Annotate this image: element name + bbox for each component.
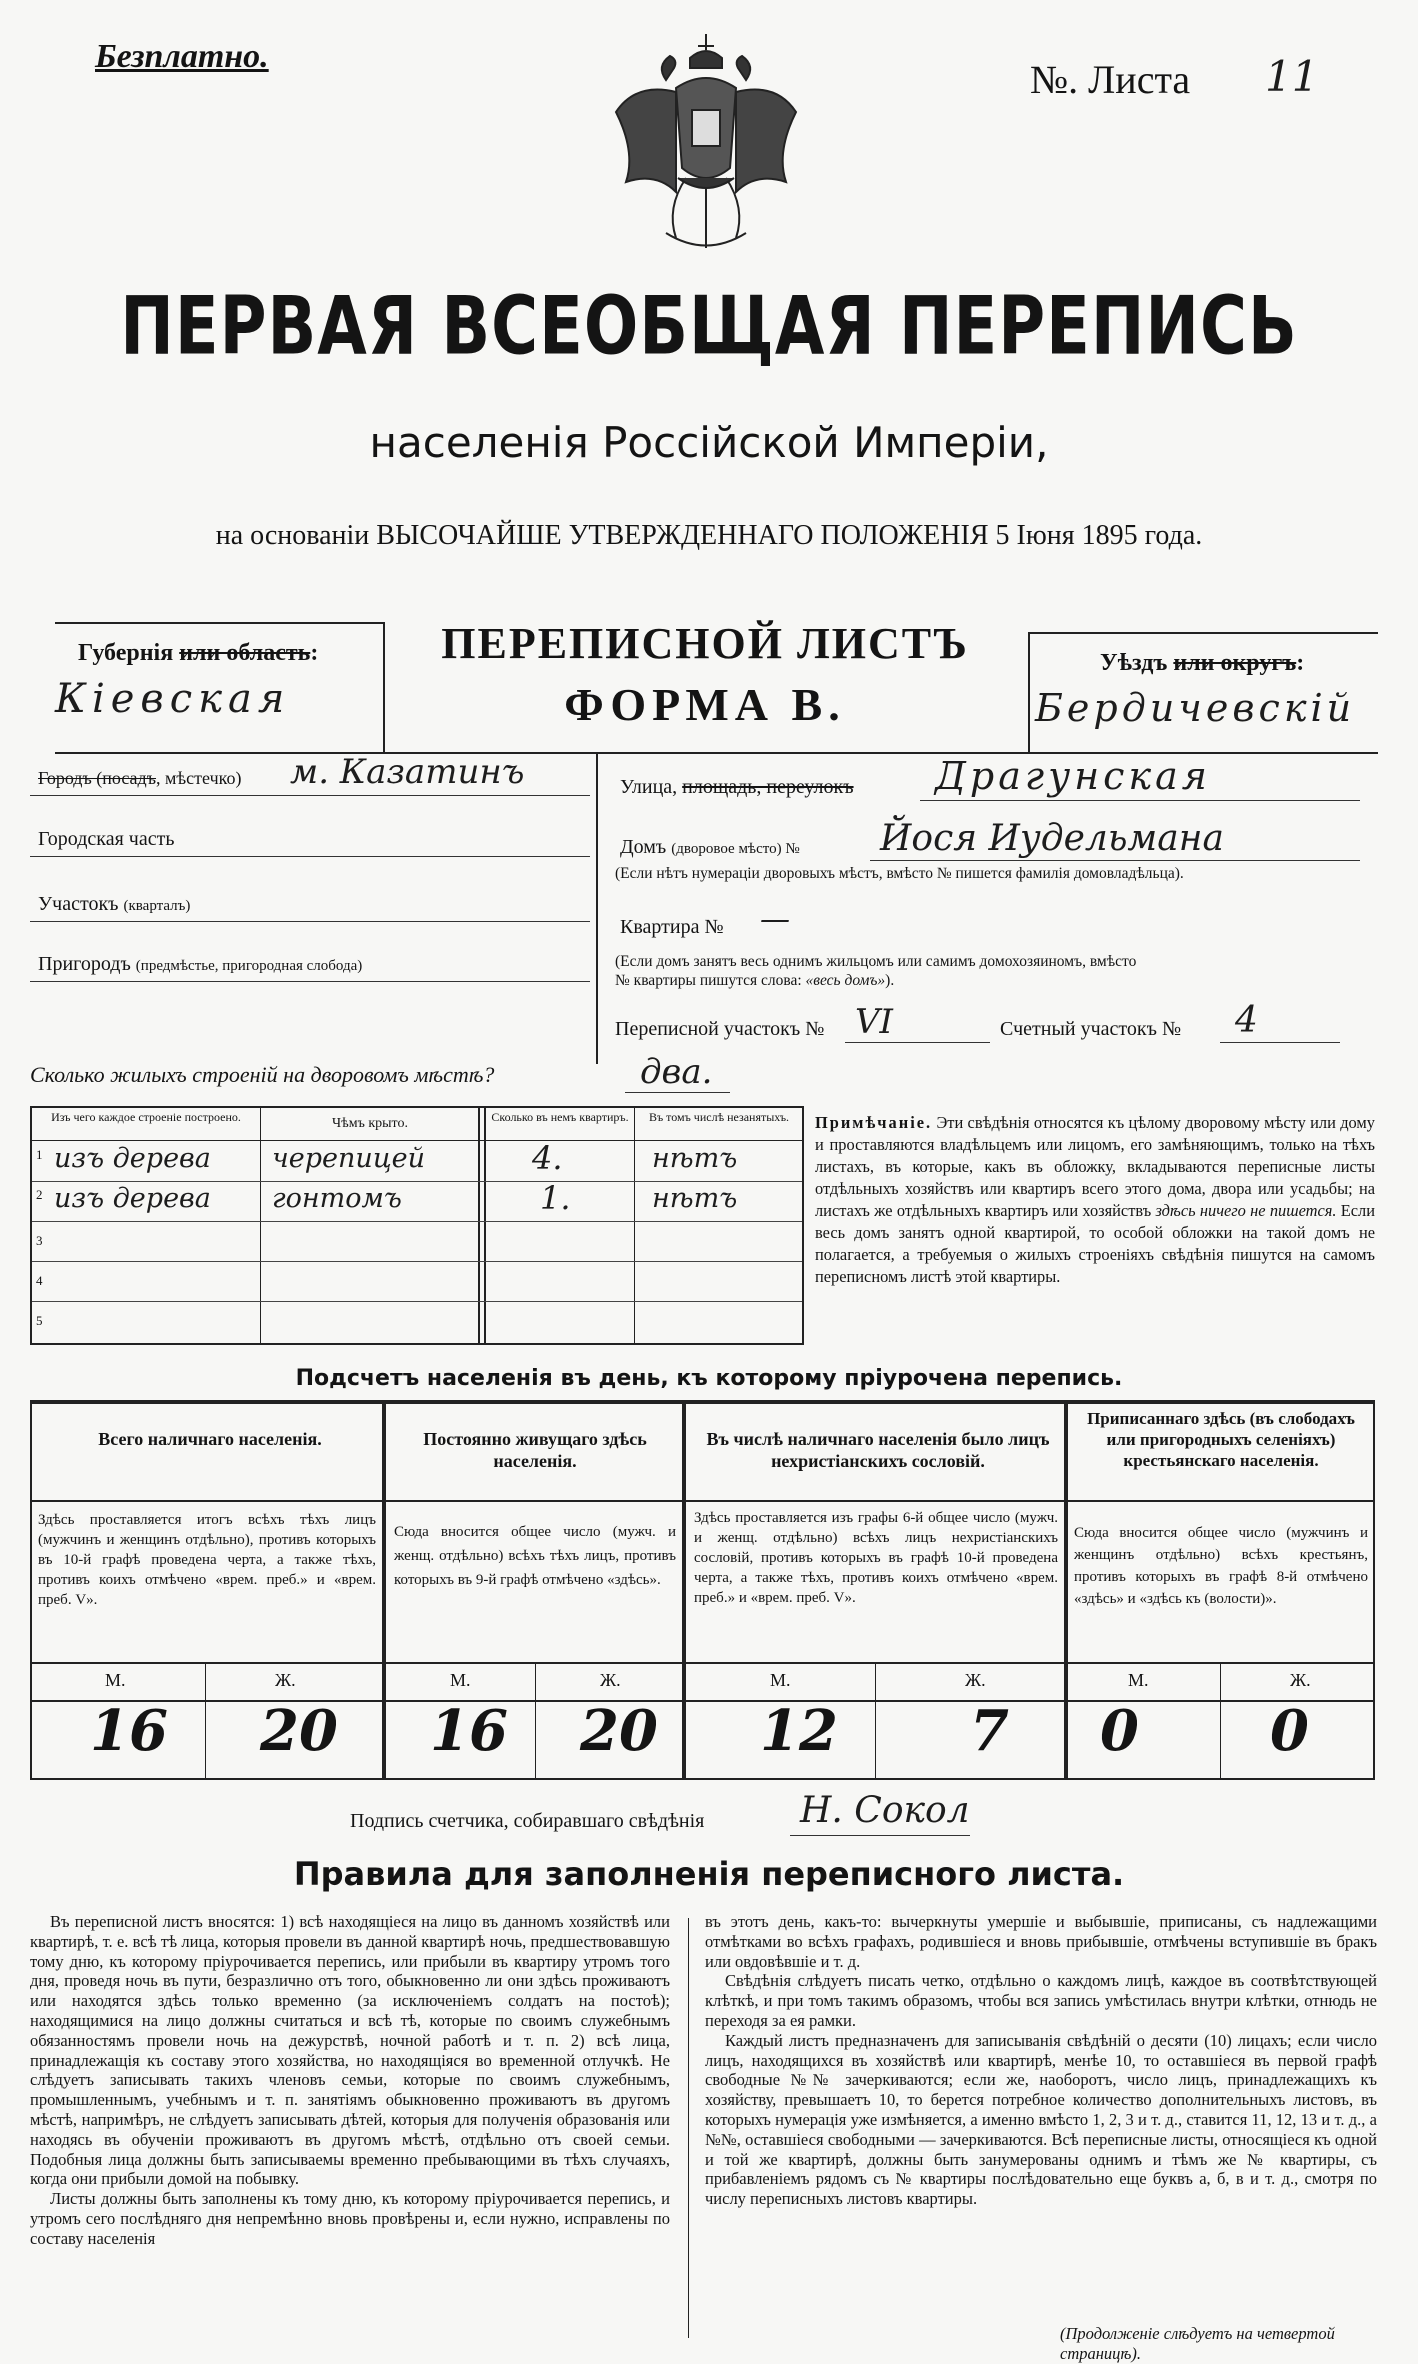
continued-note: (Продолженіе слѣдуетъ на четвертой страницѣ). — [1060, 2324, 1335, 2363]
double-headed-eagle-icon — [606, 28, 806, 276]
f-label: Ж. — [275, 1670, 296, 1690]
house-note: (Если нѣтъ нумераціи дворовыхъ мѣстъ, вмѣсто № пишется фамилія домовладѣльца). — [615, 865, 1184, 882]
census-subtitle: населенія Россійской Имперіи, — [369, 418, 1049, 467]
city-value: м. Казатинъ — [290, 752, 525, 792]
tally-text-peasant: Сюда вносится общее число (мужчинъ и женщинъ отдѣльно) всѣхъ крестьянъ, противъ которыхъ въ графѣ 8-й отмѣчено «здѣсь» и «здѣсь къ (волости)». — [1074, 1525, 1368, 1607]
m-label: М. — [105, 1670, 126, 1690]
gubernia-value: Кіевская — [55, 676, 291, 722]
table-row: 4 — [32, 1261, 802, 1302]
rules-title: Правила для заполненія переписного листа. — [293, 1855, 1125, 1893]
tally-table — [30, 1400, 1375, 1780]
buildings-table — [30, 1106, 804, 1345]
table-row: 1 изъ дерева черепицей 4. нѣтъ — [32, 1141, 802, 1182]
m-label: М. — [770, 1670, 791, 1690]
buildings-col-empty: Въ томъ числѣ незанятыхъ. — [648, 1110, 790, 1124]
signature-label: Подпись счетчика, собиравшаго свѣдѣнія — [350, 1810, 705, 1832]
street-value: Драгунская — [935, 754, 1211, 798]
free-label: Безплатно. — [95, 38, 269, 75]
buildings-col-material: Изъ чего каждое строеніе построено. — [51, 1110, 241, 1124]
city-part-label: Городская часть — [38, 828, 175, 850]
signature-value: Н. Сокол — [800, 1790, 970, 1831]
peasant-female-value: 0 — [1270, 1698, 1309, 1764]
uezd-label: Уѣздъ или округъ: — [1100, 650, 1305, 676]
m-label: М. — [1128, 1670, 1149, 1690]
city-label: Городъ (посадъ, мѣстечко) — [38, 768, 242, 788]
total-female-value: 20 — [260, 1698, 338, 1764]
suburb-label: Пригородъ (предмѣстье, пригородная слобода) — [38, 953, 363, 975]
census-basis: на основаніи ВЫСОЧАЙШЕ УТВЕРЖДЕННАГО ПОЛОЖЕНІЯ 5 Іюня 1895 года. — [215, 520, 1203, 551]
total-male-value: 16 — [90, 1698, 168, 1764]
sheet-number-label: №. Листа — [1030, 57, 1191, 102]
census-title: ПЕРВАЯ ВСЕОБЩАЯ ПЕРЕПИСЬ — [120, 280, 1298, 374]
permanent-female-value: 20 — [580, 1698, 658, 1764]
tally-text-permanent: Сюда вносится общее число (мужч. и женщ. отдѣльно) всѣхъ тѣхъ лицъ, противъ которыхъ въ 9-й графѣ отмѣчено «здѣсь». — [394, 1524, 676, 1588]
rules-right-column: въ этотъ день, какъ-то: вычеркнуты умершіе и выбывшіе, приписаны, съ надлежащими отмѣтками во всѣхъ графахъ, родившіеся и вновь прибывшіе, отмѣчены вступившіе въ бракъ или овдовѣвшіе и т. д. Свѣдѣнія слѣдуетъ писать четко, отдѣльно о каждомъ лицѣ, каждое въ соотвѣтствующей клѣткѣ, и при томъ такимъ образомъ, чтобы вся запись умѣстилась внутри клѣтки, отнюдь не переходя за ея рамки. Каждый листъ предназначенъ для записыванія свѣдѣній о десяти (10) лицахъ; если число лицъ, находящихся въ хозяйствѣ или квартирѣ, менѣе 10, то оставшіеся въ первой графѣ свободные №№ зачеркиваются; если же, наоборотъ, число лицъ, принадлежащихъ къ хозяйству, превышаетъ 10, то берется потребное количество дополнительныхъ листовъ, въ которыхъ нумерація уже измѣняется, а именно вмѣсто 1, 2, 3 и т. д., ставится 11, 12, 13 и т. д., а №№, оставшіеся свободными — зачеркиваются. Всѣ переписные листы, относящіеся къ одной и той же квартирѣ, должны быть занумерованы однимъ и тѣмъ же № квартиры, съ прибавленіемъ рядомъ съ № квартиры послѣдовательно еще буквъ а, б, в и т. д., смотря по числу переписныхъ листовъ квартиры. — [705, 1912, 1377, 2209]
census-area-value: VI — [855, 1002, 893, 1042]
sheet-number-value: 11 — [1265, 52, 1319, 101]
emblem — [606, 28, 806, 276]
buildings-question: Сколько жилыхъ строеній на дворовомъ мѣстѣ? — [30, 1062, 495, 1087]
nonchristian-male-value: 12 — [760, 1698, 838, 1764]
nonchristian-female-value: 7 — [970, 1698, 1009, 1764]
table-row: 2 изъ дерева гонтомъ 1. нѣтъ — [32, 1181, 802, 1222]
tally-title: Подсчетъ населенія въ день, къ которому пріурочена перепись. — [295, 1366, 1123, 1391]
tally-col-peasant: Приписаннаго здѣсь (въ слободахъ или пригородныхъ селеніяхъ) крестьянскаго населенія. — [1087, 1409, 1355, 1470]
buildings-answer: два. — [640, 1052, 713, 1092]
tally-col-permanent: Постоянно живущаго здѣсь населенія. — [423, 1429, 647, 1471]
gubernia-label: Губернія или область: — [78, 640, 319, 666]
tally-text-total: Здѣсь проставляется итогъ всѣхъ тѣхъ лицъ (мужчинъ и женщинъ отдѣльно), противъ которыхъ въ 10-й графѣ проведена черта, а также тѣхъ, противъ коихъ отмѣчено «врем. преб.» и «врем. преб. V». — [38, 1512, 376, 1608]
tally-text-nonchristian: Здѣсь проставляется изъ графы 6-й общее число (мужч. и женщ. отдѣльно) всѣхъ лицъ нехристіанскихъ сословій, противъ которыхъ въ графѣ 10-й проведена черта, а также тѣхъ, противъ коихъ отмѣчено «врем. преб.» и «врем. преб. V». — [694, 1510, 1058, 1606]
apartment-label: Квартира № — [620, 916, 724, 938]
apartment-value: — — [760, 902, 790, 937]
table-row: 3 — [32, 1221, 802, 1262]
house-label: Домъ (дворовое мѣсто) № — [620, 836, 800, 858]
f-label: Ж. — [600, 1670, 621, 1690]
peasant-male-value: 0 — [1100, 1698, 1139, 1764]
buildings-note: Примѣчаніе. Эти свѣдѣнія относятся къ цѣлому дворовому мѣсту или дому и проставляются владѣльцемъ или лицомъ, его замѣняющимъ, только на тѣхъ листахъ, въ которые, какъ въ обложку, вкладываются переписные листы отдѣльныхъ хозяйствъ или квартиръ всего этого дома, двора или усадьбы; на листахъ же отдѣльныхъ квартиръ или хозяйствъ здѣсь ничего не пишется. Если весь домъ занятъ одной квартирой, то особой обложки на такой домъ не полагается, а требуемыя о жилыхъ строеніяхъ свѣдѣнія пишутся на самомъ переписномъ листѣ этой квартиры. — [815, 1113, 1375, 1286]
f-label: Ж. — [965, 1670, 986, 1690]
count-area-value: 4 — [1235, 1000, 1258, 1041]
m-label: М. — [450, 1670, 471, 1690]
apartment-note: (Если домъ занятъ весь однимъ жильцомъ или самимъ домохозяиномъ, вмѣсто № квартиры пишутся слова: «весь домъ»). — [615, 953, 1137, 989]
census-area-label: Переписной участокъ № — [615, 1018, 825, 1040]
district-label: Участокъ (кварталъ) — [38, 893, 191, 915]
table-row: 5 — [36, 1313, 43, 1328]
buildings-col-apts: Сколько въ немъ квартиръ. — [491, 1110, 629, 1124]
street-label: Улица, площадь, переулокъ — [620, 776, 854, 798]
tally-col-total: Всего наличнаго населенія. — [98, 1429, 322, 1449]
rules-left-column: Въ переписной листъ вносятся: 1) всѣ находящіеся на лицо въ данномъ хозяйствѣ или квартирѣ, т. е. всѣ тѣ лица, которыя провели въ данной квартирѣ ночь, предшествовавшую тому дню, къ которому пріурочивается перепись, или прибыли въ квартиру утромъ того дня, проведя ночь въ пути, безразлично отъ того, обыкновенно ли они здѣсь проживаютъ или находятся здѣсь только временно (за исключеніемъ солдатъ на постоѣ); находящимися на лицо должны считаться и всѣ тѣ, которые по своимъ служебнымъ обязанностямъ провели ночь на дежурствѣ, ночной работѣ и т. п. 2) всѣ лица, принадлежащія къ составу этого хозяйства, но находящіяся во временной отлучкѣ. Не слѣдуетъ записывать такихъ членовъ семьи, которые по своимъ служебнымъ, промышленнымъ, учебнымъ и т. п. занятіямъ обыкновенно проживаютъ въ другомъ мѣстѣ, напримѣръ, не слѣдуетъ записывать дѣтей, которыя для полученія образованія или находясь въ обученіи проживаютъ въ другомъ мѣстѣ, отдѣльно отъ своей семьи. Подобныя лица должны быть записываемы временно пребывающими въ тѣхъ случаяхъ, когда они прибыли домой на побывку. Листы должны быть заполнены къ тому дню, къ которому пріурочивается перепись, и утромъ сего послѣдняго дня непремѣнно вновь провѣрены и, если нужно, исправлены по составу населенія — [30, 1912, 670, 2248]
count-area-label: Счетный участокъ № — [1000, 1018, 1182, 1040]
tally-col-nonchristian: Въ числѣ наличнаго населенія было лицъ нехристіанскихъ сословій. — [706, 1429, 1050, 1471]
form-name: ФОРМА В. — [564, 679, 846, 730]
permanent-male-value: 16 — [430, 1698, 508, 1764]
sheet-title: ПЕРЕПИСНОЙ ЛИСТЪ — [441, 619, 969, 668]
buildings-col-roof: Чѣмъ крыто. — [332, 1116, 408, 1131]
house-value: Йося Иудельмана — [880, 818, 1224, 859]
f-label: Ж. — [1290, 1670, 1311, 1690]
uezd-value: Бердичевскій — [1035, 686, 1356, 730]
